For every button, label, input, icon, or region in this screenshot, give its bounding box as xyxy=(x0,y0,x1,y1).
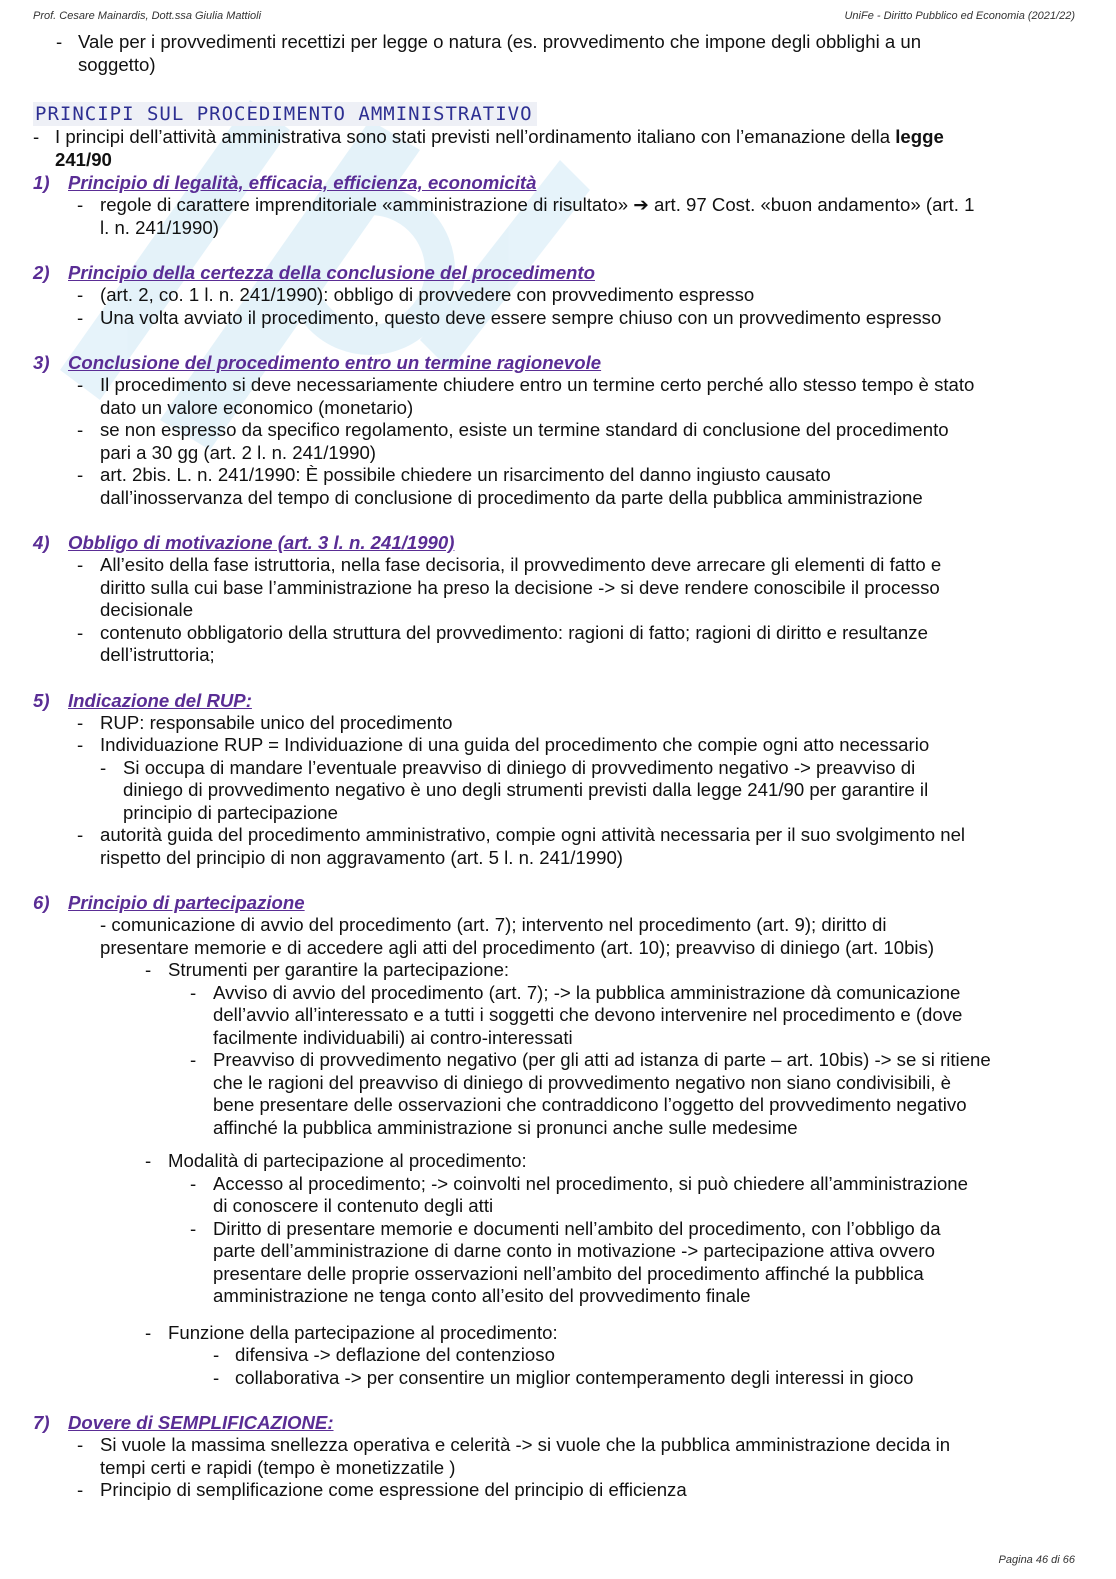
principle-7-heading: 7) Dovere di SEMPLIFICAZIONE: xyxy=(33,1412,334,1433)
sub-list-item: - Si occupa di mandare l’eventuale preavviso di diniego di provvedimento negativo -> preavviso di xyxy=(100,756,916,778)
list-item: - Il procedimento si deve necessariamente chiudere entro un termine certo perché allo stesso tempo è stato xyxy=(77,374,975,395)
list-item: - Si vuole la massima snellezza operativa e celerità -> si vuole che la pubblica amministrazione decida in xyxy=(77,1434,951,1455)
section-intro: - I principi dell’attività amministrativa sono stati previsti nell’ordinamento italiano con l’emanazione della legge xyxy=(33,126,944,147)
list-item: - regole di carattere imprenditoriale «amministrazione di risultato» ➔ art. 97 Cost. «buon andamento» (art. 1 xyxy=(77,194,975,215)
principle-2-heading: 2) Principio della certezza della conclusione del procedimento xyxy=(33,262,595,283)
sub-list-item: - Funzione della partecipazione al procedimento: xyxy=(145,1321,558,1343)
sub-sub-list-item: - Diritto di presentare memorie e documenti nell’ambito del procedimento, con l’obbligo da xyxy=(190,1217,941,1239)
principle-4-heading: 4) Obbligo di motivazione (art. 3 l. n. 241/1990) xyxy=(33,532,455,553)
list-item: - Una volta avviato il procedimento, questo deve essere sempre chiuso con un provvedimento espresso xyxy=(77,306,942,328)
list-item: - Principio di semplificazione come espressione del principio di efficienza xyxy=(77,1479,687,1500)
sub-sub-list-item: - Accesso al procedimento; -> coinvolti nel procedimento, si può chiedere all’amministrazione xyxy=(190,1172,968,1194)
list-item: - All’esito della fase istruttoria, nella fase decisoria, il provvedimento deve arrecare gli elementi di fatto e xyxy=(77,554,942,575)
sub-list-item: - Modalità di partecipazione al procedimento: xyxy=(145,1150,527,1171)
principle-1-heading: 1) Principio di legalità, efficacia, efficienza, economicità xyxy=(33,172,537,193)
list-item: - autorità guida del procedimento amministrativo, compie ogni attività necessaria per il suo svolgimento nel xyxy=(77,824,966,845)
header-authors: Prof. Cesare Mainardis, Dott.ssa Giulia Mattioli xyxy=(33,10,262,22)
sub-sub-list-item: - Avviso di avvio del procedimento (art. 7); -> la pubblica amministrazione dà comunicazione xyxy=(190,981,961,1003)
list-item: - se non espresso da specifico regolamento, esiste un termine standard di conclusione del procedimento xyxy=(77,419,949,440)
page-number: Pagina 46 di 66 xyxy=(998,1554,1075,1566)
list-item: - art. 2bis. L. n. 241/1990: È possibile chiedere un risarcimento del danno ingiusto causato xyxy=(77,464,831,485)
intro-item: - Vale per i provvedimenti recettizi per legge o natura (es. provvedimento che impone degli obblighi a un xyxy=(56,31,922,52)
header-course: UniFe - Diritto Pubblico ed Economia (2021/22) xyxy=(844,10,1075,22)
section-heading: PRINCIPI SUL PROCEDIMENTO AMMINISTRATIVO xyxy=(33,102,1083,126)
sub-sub-list-item: - collaborativa -> per consentire un miglior contemperamento degli interessi in gioco xyxy=(213,1366,914,1388)
sub-sub-list-item: - Preavviso di provvedimento negativo (per gli atti ad istanza di parte – art. 10bis) -> se si ritiene xyxy=(190,1049,991,1070)
document-body: - Vale per i provvedimenti recettizi per legge o natura (es. provvedimento che impone degli obblighi a un soggetto) PRINCIPI SUL PROCEDIMENTO AMMINISTRATIVO - I principi dell’attività amministrativa sono stati previsti nell’ordinamento italiano con l’emanazione della legge 241/90 1) Principio di legalità, efficacia, efficienza, economicità - regole di carattere imprenditoriale «amministrazione di risultato» ➔ art. 97 Cost. «buon andamento» (art. 1 l. n. 241/1990) 2) Principio della certezza della conclusione del procedimento - (art. 2, co. 1 l. n. 241/1990): obbligo di provvedere con provvedimento espresso - Una volta avviato il procedimento, questo deve essere sempre chiuso con un provvedimento espresso 3) Conclusione del procedimento entro un termine ragionevole - Il procedimento si deve necessariamente chiudere entro un termine certo perché allo stesso tempo è stato dato un valore economico (monetario) - se non espresso da specifico regolamento, esiste un termine standard di conclusione del procedimento pari a 30 gg (art. 2 l. n. 241/1990) - art. 2bis. L. n. 241/1990: È possibile chiedere un risarcimento del danno ingiusto causato dall’inosservanza del tempo di conclusione di procedimento da parte della pubblica amministrazione 4) Obbligo di motivazione (art. 3 l. n. 241/1990) - All’esito della fase istruttoria, nella fase decisoria, il provvedimento deve arrecare gli elementi di fatto e diritto sulla cui base l’amministrazione ha preso la decisione -> si deve rendere conoscibile il processo decisionale - contenuto obbligatorio della struttura del provvedimento: ragioni di fatto; ragioni di diritto e resultanze dell’istruttoria; 5) Indicazione del RUP: - RUP: responsabile unico del procedimento - Individuazione RUP = Individuazione di una guida del procedimento che compie ogni atto necessario - Si occupa di mandare l’eventuale preavviso di diniego di provvedimento negativo -> preavviso di diniego di provvedimento negativo è uno degli strumenti previsti dalla legge 241/90 per garantire il principio di partecipazione - autorità guida del procedimento amministrativo, compie ogni attività necessaria per il suo svolgimento nel rispetto del principio di non aggravamento (art. 5 l. n. 241/1990) 6) Principio di partecipazione - comunicazione di avvio del procedimento (art. 7); intervento nel procedimento (art. 9); diritto di presentare memorie e di accedere agli atti del procedimento (art. 10); preavviso di diniego (art. 10bis) - Strumenti per garantire la partecipazione: - Avviso di avvio del procedimento (art. 7); -> la pubblica amministrazione dà comunicazione dell’avvio all’interessato e a tutti i soggetti che devono intervenire nel procedimento e (dove facilmente individuabili) ai contro-interessati - Preavviso di provvedimento negativo (per gli atti ad istanza di parte – art. 10bis) -> se si ritiene che le ragioni del preavviso di diniego di provvedimento negativo non siano condivisibili, è bene presentare delle osservazioni che contraddicono l’oggetto del provvedimento negativo affinché la pubblica amministrazione si pronunci anche sulle medesime - Modalità di partecipazione al procedimento: - Accesso al procedimento; -> coinvolti nel procedimento, si può chiedere all’amministrazione di conoscere il contenuto degli atti - Diritto di presentare memorie e documenti nell’ambito del procedimento, con l’obbligo da parte dell’amministrazione di darne conto in motivazione -> partecipazione attiva ovvero presentare delle proprie osservazioni nell’ambito del procedimento affinché la pubblica amministrazione ne tenga conto all’esito del provvedimento finale - Funzione della partecipazione al procedimento: - difensiva -> deflazione del contenzioso - collaborativa -> per consentire un miglior contemperamento degli interessi in gioco 7) Dovere di SEMPLIFICAZIONE: - Si vuole la massima snellezza operativa e celerità -> si vuole che la pubblica amministrazione decida in tempi certi e rapidi (tempo è monetizzatile ) - Principio di semplificazione come espressione del principio di efficienza xyxy=(33,31,1083,1502)
list-item: - RUP: responsabile unico del procedimento xyxy=(77,711,453,733)
principle-6-heading: 6) Principio di partecipazione xyxy=(33,892,305,913)
principle-5-heading: 5) Indicazione del RUP: xyxy=(33,689,252,711)
principle-3-heading: 3) Conclusione del procedimento entro un termine ragionevole xyxy=(33,352,602,373)
sub-list-item: - Strumenti per garantire la partecipazione: xyxy=(145,959,510,980)
list-item: - (art. 2, co. 1 l. n. 241/1990): obbligo di provvedere con provvedimento espresso xyxy=(77,284,755,305)
list-item: - Individuazione RUP = Individuazione di una guida del procedimento che compie ogni atto necessario xyxy=(77,734,930,755)
list-item: - contenuto obbligatorio della struttura del provvedimento: ragioni di fatto; ragioni di diritto e resultanze xyxy=(77,621,928,643)
sub-sub-list-item: - difensiva -> deflazione del contenzioso xyxy=(213,1344,555,1365)
